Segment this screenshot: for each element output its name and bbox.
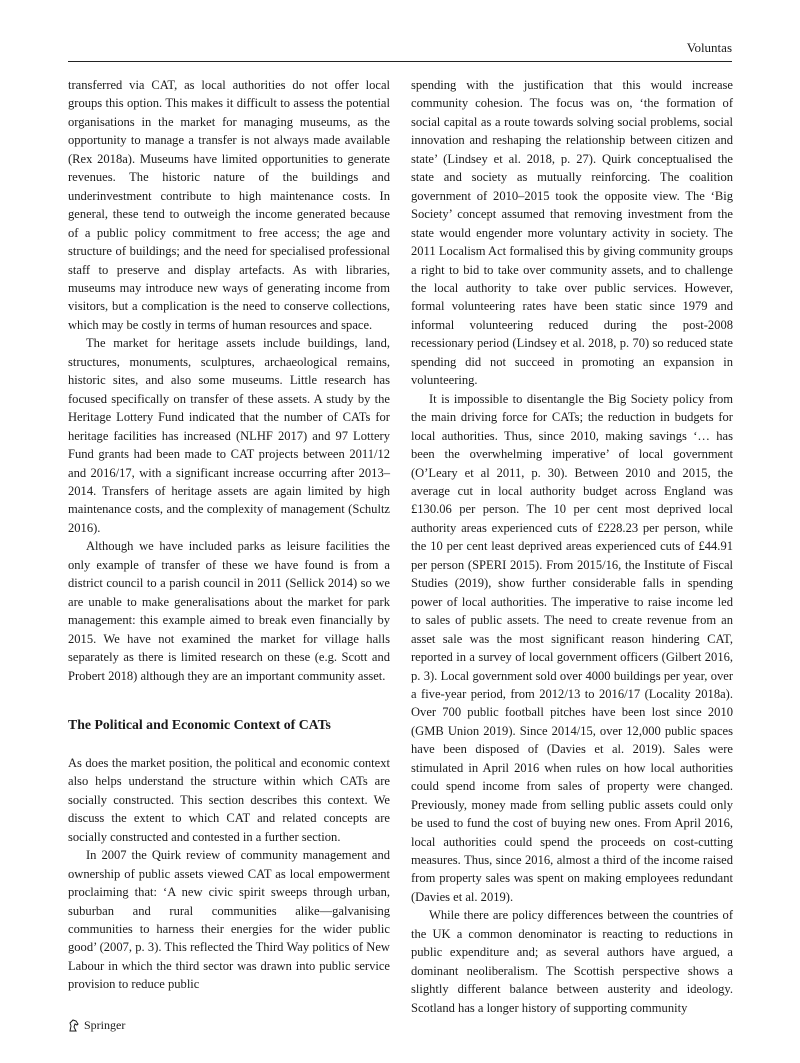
left-column — [68, 76, 390, 994]
paragraph: spending with the justification that this would increase community cohesion. The focus was on, ‘the formation of social capital as a route towards solving social problems, social innovation and reshaping the relationship between citizen and state’ (Lindsey et al. 2018, p. 27). Quirk conceptualised the state and society as mutually reinforcing. The coalition government of 2010–2015 took the opposite view. The ‘Big Society’ concept assumed that removing investment from the state would engender more voluntary activity in society. The 2011 Localism Act formalised this by giving community groups a right to bid to take over community assets, and to challenge the local authority to take over public services. However, formal volunteering rates have been static since 1979 and informal volunteering reduced during the post-2008 recessionary period (Lindsey et al. 2018, p. 70) so reduced state spending did not succeed in promoting an expansion in volunteering. — [411, 78, 733, 388]
journal-title: Voluntas — [686, 40, 732, 55]
paragraph: The market for heritage assets include buildings, land, structures, monuments, sculptures, archaeological remains, historic sites, and also some museums. Little research has focused specifically on transfer of these assets. A study by the Heritage Lottery Fund indicated that the number of CATs for heritage facilities has increased (NLHF 2017) and 97 Lottery Fund grants had been made to CAT projects between 2011/12 and 2016/17, with a significant increase occurring after 2013–2014. Transfers of heritage assets are again limited by high maintenance costs, and the complexity of management (Schultz 2016). — [68, 336, 390, 535]
springer-horse-icon — [68, 1019, 80, 1032]
publisher-footer — [68, 1018, 125, 1033]
section-heading: The Political and Economic Context of CATs — [68, 716, 331, 732]
header-rule — [68, 61, 732, 62]
paragraph: transferred via CAT, as local authorities do not offer local groups this option. This makes it difficult to assess the potential organisations in the market for managing museums, as the opportunity to manage a transfer is not always made available (Rex 2018a). Museums have limited opportunities to generate revenues. The historic nature of the buildings and underinvestment contribute to high maintenance costs. In general, these tend to outweigh the income generated because of a public policy commitment to free access; the age and structure of buildings; and the need for specialised professional staff to preserve and display artefacts. As with libraries, museums may introduce new ways of generating income from visitors, but a complication is the need to conserve collections, which may be costly in terms of human resources and space. — [68, 78, 390, 332]
paragraph: Although we have included parks as leisure facilities the only example of transfer of these we have found is from a district council to a parish council in 2011 (Sellick 2014) so we are unable to make generalisations about the market for park management: this example aimed to break even financially by 2015. We have not examined the market for village halls separately as there is limited research on these (e.g. Scott and Probert 2018) although they are an important community asset. — [68, 539, 390, 683]
right-column — [411, 76, 733, 1017]
paragraph: In 2007 the Quirk review of community management and ownership of public assets viewed CAT as local empowerment proclaiming that: ‘A new civic spirit sweeps through urban, suburban and rural communities alike—galvanising communities to harness their energies for the wider public good’ (2007, p. 3). This reflected the Third Way politics of New Labour in which the third sector was drawn into public service provision to reduce public — [68, 848, 390, 992]
paragraph: It is impossible to disentangle the Big Society policy from the main driving force for CATs; the reduction in budgets for local authorities. Thus, since 2010, making savings ‘… has been the overwhelming imperative’ of local government (O’Leary et al 2011, p. 30). Between 2010 and 2015, the average cut in local authority budget across England was £130.06 per person. The 10 per cent most deprived local authority areas experienced cuts of £228.23 per person, while the 10 per cent least deprived areas experienced cuts of £44.91 per person (SPERI 2015). From 2015/16, the Institute of Fiscal Studies (2019), show further considerable falls in spending power of local authorities. The imperative to raise income led to sales of public assets. The need to create revenue from an asset sale was the most significant reason hindering CAT, reported in a survey of local government officers (Gilbert 2016, p. 3). Local government sold over 4000 buildings per year, over a five-year period, from 2012/13 to 2016/17 (Locality 2018a). Over 700 public football pitches have been lost since 2010 (GMB Union 2019). Since 2014/15, over 12,000 public spaces have been disposed of (Davies et al. 2019). Sales were stimulated in April 2016 when rules on how local authorities could spend income from sales of property were changed. Previously, money made from selling public assets could only be used to fund the cost of buying new ones. From April 2016, local authorities could spend the proceeds on cost-cutting measures. Thus, since 2016, almost a third of the income raised from property sales was spent on making employees redundant (Davies et al. 2019). — [411, 391, 733, 904]
paragraph: As does the market position, the political and economic context also helps understand the structure within which CATs are socially constructed. This section describes this context. We discuss the extent to which CAT and related concepts are socially constructed and contested in a further section. — [68, 755, 390, 844]
publisher-name: Springer — [84, 1018, 126, 1032]
paragraph: While there are policy differences between the countries of the UK a common denominator is reacting to reductions in public expenditure and; as several authors have argued, a dominant neoliberalism. The Scottish perspective shows a slightly different balance between austerity and ideology. Scotland has a longer history of supporting community — [411, 908, 733, 1015]
